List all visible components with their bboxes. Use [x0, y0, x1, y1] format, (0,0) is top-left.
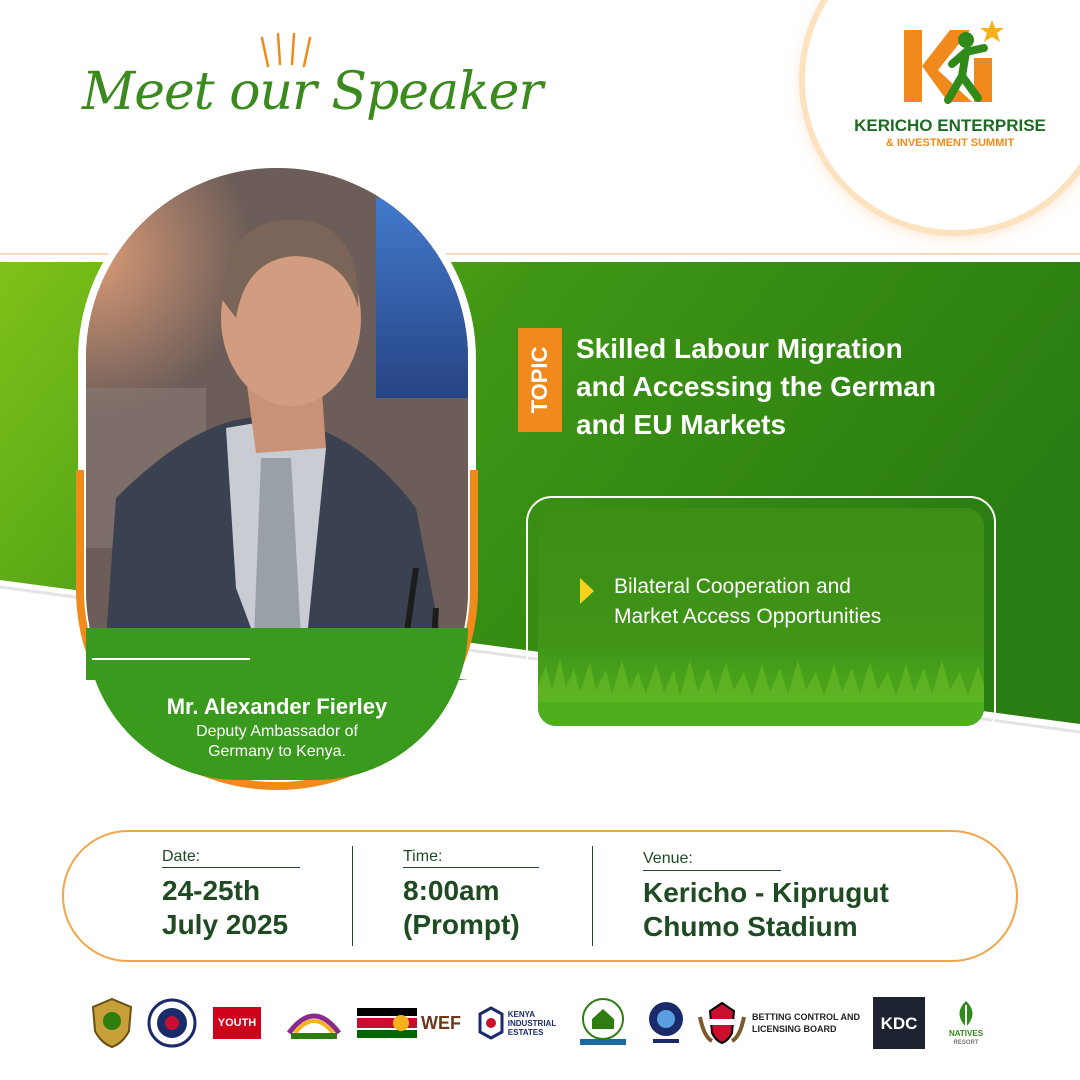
kie-icon [478, 1006, 504, 1040]
venue-line-1: Kericho - Kiprugut [643, 877, 889, 908]
time-line-1: 8:00am [403, 875, 500, 906]
topic-title-line-3: and EU Markets [576, 409, 787, 440]
topic-tag-label: TOPIC [527, 346, 552, 414]
youth-fund-label: YOUTH [217, 1016, 257, 1029]
bclb-label-line-2: LICENSING BOARD [752, 1024, 837, 1034]
venue-underline [643, 870, 781, 871]
sponsor-wef [356, 996, 462, 1050]
sponsor-kdc [872, 996, 926, 1050]
kie-label-line-2: INDUSTRIAL [507, 1018, 557, 1028]
time-value [403, 874, 520, 942]
sponsor-youth-fund [212, 996, 262, 1050]
county-seal-icon [89, 997, 135, 1049]
sponsor-university [572, 996, 634, 1050]
logo-subtitle: & INVESTMENT SUMMIT [885, 137, 1015, 149]
grass-decoration [538, 646, 984, 726]
kenya-flag-icon [357, 1008, 417, 1038]
time-line-2: (Prompt) [403, 909, 520, 940]
logo-title: KERICHO ENTERPRISE [854, 116, 1046, 135]
nea-seal-icon [647, 999, 685, 1047]
date-value [162, 874, 288, 942]
topic-title [576, 330, 1016, 444]
sponsor-republic-seal [146, 996, 198, 1050]
republic-seal-icon [147, 998, 197, 1048]
time-label: Time: [403, 848, 443, 865]
date-line-1: 24-25th [162, 875, 261, 906]
natives-label-line-2: RESORT [953, 1040, 979, 1046]
kie-label-line-3: ESTATES [507, 1027, 544, 1037]
sponsor-uwezo-fund [284, 996, 344, 1050]
natives-label-line-1: NATIVES [948, 1029, 984, 1038]
topic-title-line-2: and Accessing the German [576, 371, 936, 402]
summit-logo-icon [900, 18, 1010, 108]
university-crest-icon [574, 997, 632, 1049]
speaker-role [86, 722, 468, 762]
date-label: Date: [162, 848, 201, 865]
headline: Meet our Speaker [82, 62, 543, 122]
time-underline [403, 867, 539, 868]
kie-label-line-1: KENYA [507, 1009, 536, 1019]
subtopic-text [614, 572, 974, 632]
info-divider-1 [352, 846, 353, 946]
kdc-label: KDC [880, 1013, 918, 1033]
venue-value [643, 876, 889, 944]
sponsor-county-seal [88, 996, 136, 1050]
sponsor-nea [646, 996, 686, 1050]
info-divider-2 [592, 846, 593, 946]
uwezo-fund-icon [285, 1003, 343, 1043]
speaker-role-line-1: Deputy Ambassador of [196, 723, 358, 740]
sponsor-kenya-industrial-estates [472, 996, 562, 1050]
speaker-role-line-2: Germany to Kenya. [208, 743, 346, 760]
wef-label: WEF [421, 1012, 461, 1033]
date-line-2: July 2025 [162, 909, 289, 940]
venue-label: Venue: [643, 850, 693, 867]
speaker-name: Mr. Alexander Fierley [166, 694, 388, 719]
sponsor-natives-resort [936, 996, 996, 1050]
venue-line-2: Chumo Stadium [643, 911, 858, 942]
sponsor-bclb [694, 996, 862, 1050]
topic-tag [518, 328, 562, 432]
subtopic-line-2: Market Access Opportunities [614, 605, 882, 628]
date-underline [162, 867, 300, 868]
topic-title-line-1: Skilled Labour Migration [576, 333, 903, 364]
name-accent-line [92, 658, 250, 660]
subtopic-line-1: Bilateral Cooperation and [614, 575, 851, 598]
coat-of-arms-icon [696, 997, 748, 1049]
bclb-label-line-1: BETTING CONTROL AND [752, 1012, 860, 1022]
play-arrow-icon [578, 576, 596, 606]
leaf-icon [951, 999, 981, 1029]
